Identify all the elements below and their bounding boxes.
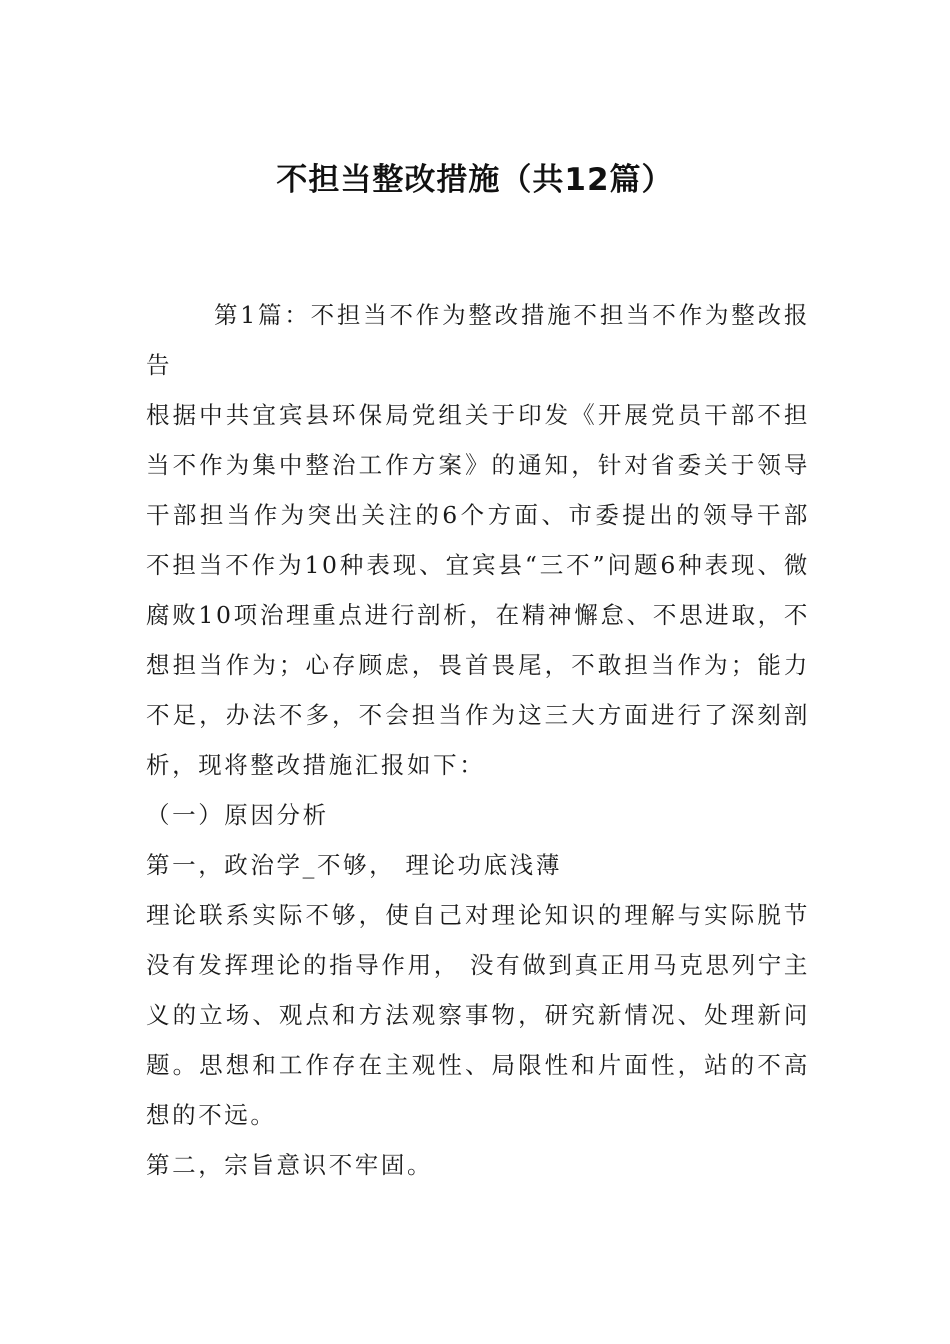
document-body — [146, 290, 810, 1190]
body-paragraph: 根据中共宜宾县环保局党组关于印发《开展党员干部不担当不作为集中整治工作方案》的通知，针对省委关于领导干部担当作为突出关注的6个方面、市委提出的领导干部不担当不作为10种表现、宜宾县“三不”问题6种表现、微腐败10项治理重点进行剖析，在精神懈怠、不思进取，不想担当作为；心存顾虑，畏首畏尾，不敢担当作为；能力不足，办法不多，不会担当作为这三大方面进行了深刻剖析，现将整改措施汇报如下： — [146, 401, 810, 779]
subsection-heading: 第一，政治学_不够， 理论功底浅薄 — [146, 851, 562, 879]
subsection-heading: 第二，宗旨意识不牢固。 — [146, 1151, 434, 1179]
document-title: 不担当整改措施（共12篇） — [276, 162, 674, 198]
section-heading: （一）原因分析 — [146, 801, 329, 829]
body-paragraph: 理论联系实际不够，使自己对理论知识的理解与实际脱节没有发挥理论的指导作用， 没有做到真正用马克思列宁主义的立场、观点和方法观察事物，研究新情况、处理新问题。思想和工作存在主观性、局限性和片面性，站的不高想的不远。 — [146, 901, 810, 1129]
chapter-heading: 第1篇：不担当不作为整改措施不担当不作为整改报告 — [146, 301, 810, 379]
